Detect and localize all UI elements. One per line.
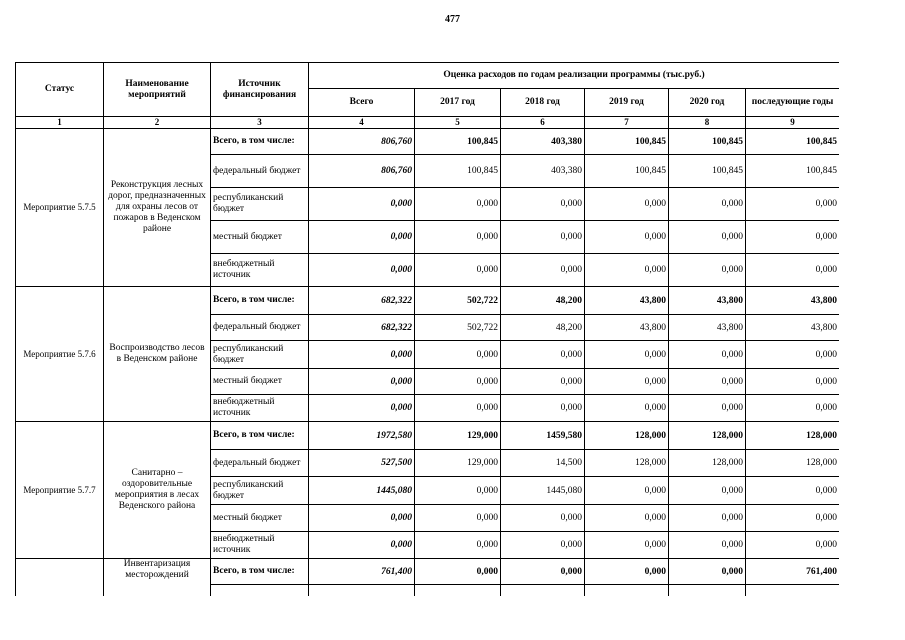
header-estimate: Оценка расходов по годам реализации программы (тыс.руб.) (309, 63, 840, 89)
value-y2017: 129,000 (415, 450, 501, 477)
value-later: 100,845 (746, 129, 840, 155)
column-number: 9 (746, 117, 840, 129)
value-y2019: 0,000 (585, 369, 669, 395)
value-later: 0,000 (746, 395, 840, 422)
value-total: 0,000 (309, 254, 415, 287)
column-number: 7 (585, 117, 669, 129)
value-y2020: 100,845 (669, 155, 746, 188)
value-y2019: 0,000 (585, 341, 669, 369)
value-y2019: 0,000 (585, 559, 669, 585)
value-total: 0,000 (309, 505, 415, 532)
table-row (16, 129, 840, 155)
value-y2017: 129,000 (415, 422, 501, 450)
empty-cell (415, 585, 501, 597)
header-later: последующие годы (746, 89, 840, 117)
value-y2020: 0,000 (669, 369, 746, 395)
value-y2019: 43,800 (585, 315, 669, 341)
value-later: 0,000 (746, 221, 840, 254)
value-y2020: 0,000 (669, 341, 746, 369)
budget-table (15, 62, 839, 596)
column-number: 5 (415, 117, 501, 129)
value-y2017: 0,000 (415, 477, 501, 505)
funding-source: республиканский бюджет (211, 341, 309, 369)
header-total: Всего (309, 89, 415, 117)
value-y2020: 128,000 (669, 422, 746, 450)
header-2018: 2018 год (501, 89, 585, 117)
value-y2020: 0,000 (669, 254, 746, 287)
empty-cell (501, 585, 585, 597)
header-status: Статус (16, 63, 104, 117)
page-number: 477 (445, 14, 460, 25)
value-y2017: 0,000 (415, 505, 501, 532)
budget-table-container (15, 62, 839, 596)
value-y2018: 0,000 (501, 532, 585, 559)
value-total: 0,000 (309, 532, 415, 559)
measure-status: Мероприятие 5.7.5 (16, 129, 104, 287)
column-number: 3 (211, 117, 309, 129)
column-number: 6 (501, 117, 585, 129)
value-total: 1972,580 (309, 422, 415, 450)
value-y2017: 100,845 (415, 155, 501, 188)
value-y2019: 0,000 (585, 505, 669, 532)
value-y2018: 0,000 (501, 254, 585, 287)
funding-source: Всего, в том числе: (211, 129, 309, 155)
value-y2018: 48,200 (501, 287, 585, 315)
value-y2017: 502,722 (415, 315, 501, 341)
funding-source: внебюджетный источник (211, 395, 309, 422)
funding-source: республиканский бюджет (211, 188, 309, 221)
value-total: 0,000 (309, 369, 415, 395)
funding-source: местный бюджет (211, 369, 309, 395)
table-row (16, 287, 840, 315)
measure-status: Мероприятие 5.7.7 (16, 422, 104, 559)
measure-name: Санитарно – оздоровительные мероприятия в лесах Веденского района (104, 422, 211, 559)
measure-status: Мероприятие 5.7.6 (16, 287, 104, 422)
funding-source: Всего, в том числе: (211, 422, 309, 450)
value-y2020: 0,000 (669, 505, 746, 532)
value-later: 128,000 (746, 450, 840, 477)
value-y2017: 0,000 (415, 188, 501, 221)
value-total: 0,000 (309, 395, 415, 422)
value-total: 0,000 (309, 341, 415, 369)
value-y2018: 0,000 (501, 395, 585, 422)
funding-source: Всего, в том числе: (211, 559, 309, 585)
header-2020: 2020 год (669, 89, 746, 117)
value-total: 682,322 (309, 287, 415, 315)
measure-name: Инвентаризация месторождений (104, 559, 211, 597)
empty-cell (211, 585, 309, 597)
value-y2019: 0,000 (585, 254, 669, 287)
value-later: 43,800 (746, 315, 840, 341)
empty-cell (669, 585, 746, 597)
value-y2019: 0,000 (585, 221, 669, 254)
value-y2017: 0,000 (415, 395, 501, 422)
value-y2018: 1459,580 (501, 422, 585, 450)
funding-source: Всего, в том числе: (211, 287, 309, 315)
value-y2018: 14,500 (501, 450, 585, 477)
value-later: 0,000 (746, 505, 840, 532)
header-name: Наименование мероприятий (104, 63, 211, 117)
value-y2018: 0,000 (501, 341, 585, 369)
header-source: Источник финансирования (211, 63, 309, 117)
column-number: 4 (309, 117, 415, 129)
value-later: 0,000 (746, 369, 840, 395)
funding-source: федеральный бюджет (211, 155, 309, 188)
value-total: 806,760 (309, 155, 415, 188)
funding-source: внебюджетный источник (211, 254, 309, 287)
value-total: 527,500 (309, 450, 415, 477)
column-number: 2 (104, 117, 211, 129)
value-y2019: 0,000 (585, 477, 669, 505)
value-y2017: 0,000 (415, 341, 501, 369)
value-y2019: 0,000 (585, 532, 669, 559)
value-y2020: 0,000 (669, 221, 746, 254)
empty-cell (746, 585, 840, 597)
value-y2017: 100,845 (415, 129, 501, 155)
value-y2019: 43,800 (585, 287, 669, 315)
header-2019: 2019 год (585, 89, 669, 117)
funding-source: местный бюджет (211, 505, 309, 532)
value-later: 43,800 (746, 287, 840, 315)
measure-name: Воспроизводство лесов в Веденском районе (104, 287, 211, 422)
value-y2018: 48,200 (501, 315, 585, 341)
value-later: 0,000 (746, 341, 840, 369)
funding-source: внебюджетный источник (211, 532, 309, 559)
value-total: 1445,080 (309, 477, 415, 505)
value-y2020: 43,800 (669, 287, 746, 315)
value-later: 0,000 (746, 532, 840, 559)
value-y2017: 0,000 (415, 254, 501, 287)
value-y2019: 0,000 (585, 395, 669, 422)
value-y2020: 43,800 (669, 315, 746, 341)
table-body (16, 129, 840, 597)
empty-cell (585, 585, 669, 597)
value-later: 100,845 (746, 155, 840, 188)
value-y2020: 0,000 (669, 395, 746, 422)
column-number: 1 (16, 117, 104, 129)
value-y2020: 0,000 (669, 188, 746, 221)
funding-source: республиканский бюджет (211, 477, 309, 505)
value-y2017: 502,722 (415, 287, 501, 315)
value-y2018: 0,000 (501, 505, 585, 532)
value-y2020: 128,000 (669, 450, 746, 477)
value-y2018: 0,000 (501, 559, 585, 585)
value-total: 0,000 (309, 221, 415, 254)
value-later: 0,000 (746, 254, 840, 287)
table-row (16, 559, 840, 585)
value-later: 0,000 (746, 477, 840, 505)
value-y2018: 0,000 (501, 221, 585, 254)
value-total: 806,760 (309, 129, 415, 155)
column-number: 8 (669, 117, 746, 129)
value-y2018: 0,000 (501, 188, 585, 221)
value-y2018: 1445,080 (501, 477, 585, 505)
value-y2019: 128,000 (585, 450, 669, 477)
funding-source: федеральный бюджет (211, 450, 309, 477)
value-later: 128,000 (746, 422, 840, 450)
value-y2017: 0,000 (415, 532, 501, 559)
value-y2020: 0,000 (669, 559, 746, 585)
value-total: 0,000 (309, 188, 415, 221)
empty-cell (309, 585, 415, 597)
value-y2017: 0,000 (415, 369, 501, 395)
value-y2017: 0,000 (415, 221, 501, 254)
measure-status (16, 559, 104, 597)
value-later: 0,000 (746, 188, 840, 221)
header-2017: 2017 год (415, 89, 501, 117)
measure-name: Реконструкция лесных дорог, предназначенных для охраны лесов от пожаров в Веденском районе (104, 129, 211, 287)
value-y2019: 0,000 (585, 188, 669, 221)
value-y2018: 403,380 (501, 129, 585, 155)
value-y2018: 0,000 (501, 369, 585, 395)
funding-source: федеральный бюджет (211, 315, 309, 341)
funding-source: местный бюджет (211, 221, 309, 254)
value-y2019: 100,845 (585, 129, 669, 155)
value-later: 761,400 (746, 559, 840, 585)
value-y2017: 0,000 (415, 559, 501, 585)
value-y2018: 403,380 (501, 155, 585, 188)
value-total: 682,322 (309, 315, 415, 341)
value-total: 761,400 (309, 559, 415, 585)
value-y2019: 100,845 (585, 155, 669, 188)
value-y2019: 128,000 (585, 422, 669, 450)
value-y2020: 0,000 (669, 532, 746, 559)
table-row (16, 422, 840, 450)
value-y2020: 0,000 (669, 477, 746, 505)
value-y2020: 100,845 (669, 129, 746, 155)
